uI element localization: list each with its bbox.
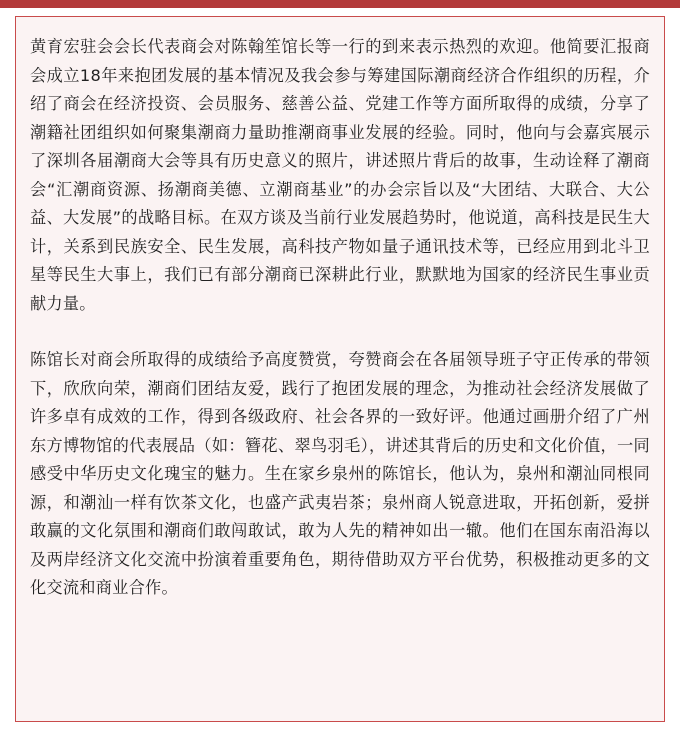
article-body [30,33,650,603]
top-accent-bar [0,0,680,8]
article-paragraph-1: 黄育宏驻会会长代表商会对陈翰笙馆长等一行的到来表示热烈的欢迎。他简要汇报商会成立18年来抱团发展的基本情况及我会参与筹建国际潮商经济合作组织的历程，介绍了商会在经济投资、会员服务、慈善公益、党建工作等方面所取得的成绩，分享了潮籍社团组织如何聚集潮商力量助推潮商事业发展的经验。同时，他向与会嘉宾展示了深圳各届潮商大会等具有历史意义的照片，讲述照片背后的故事，生动诠释了潮商会“汇潮商资源、扬潮商美德、立潮商基业”的办会宗旨以及“大团结、大联合、大公益、大发展”的战略目标。在双方谈及当前行业发展趋势时，他说道，高科技是民生大计，关系到民族安全、民生发展，高科技产物如量子通讯技术等，已经应用到北斗卫星等民生大事上，我们已有部分潮商已深耕此行业，默默地为国家的经济民生事业贡献力量。 [30,37,650,313]
article-paragraph-2: 陈馆长对商会所取得的成绩给予高度赞赏，夸赞商会在各届领导班子守正传承的带领下，欣欣向荣，潮商们团结友爱，践行了抱团发展的理念，为推动社会经济发展做了许多卓有成效的工作，得到各级政府、社会各界的一致好评。他通过画册介绍了广州东方博物馆的代表展品（如：簪花、翠鸟羽毛），讲述其背后的历史和文化价值，一同感受中华历史文化瑰宝的魅力。生在家乡泉州的陈馆长，他认为，泉州和潮汕同根同源，和潮汕一样有饮茶文化，也盛产武夷岩茶；泉州商人锐意进取，开拓创新，爱拼敢赢的文化氛围和潮商们敢闯敢试，敢为人先的精神如出一辙。他们在国东南沿海以及两岸经济文化交流中扮演着重要角色，期待借助双方平台优势，积极推动更多的文化交流和商业合作。 [30,350,650,597]
